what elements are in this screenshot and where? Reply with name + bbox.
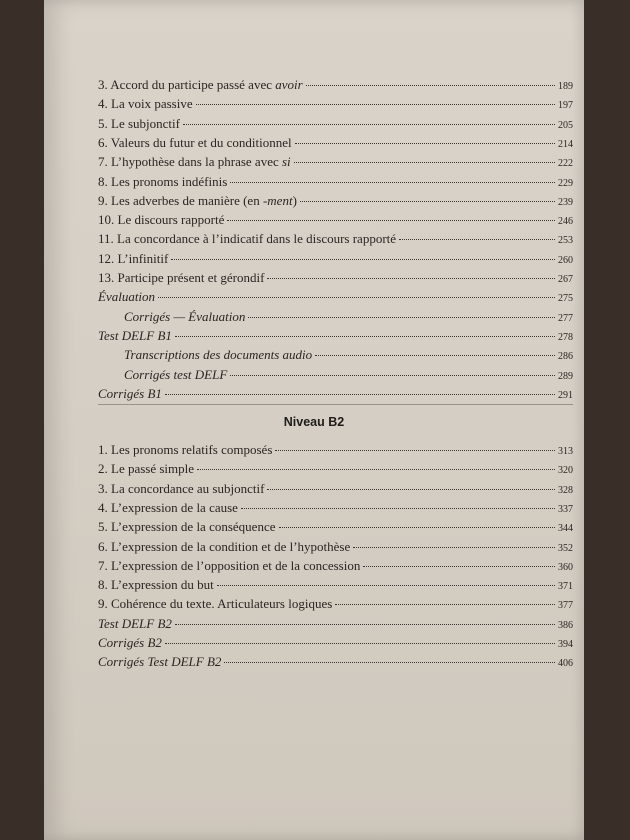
toc-page-number: 406 xyxy=(558,658,573,670)
toc-page-number: 344 xyxy=(558,523,573,535)
toc-entry-label: Test DELF B1 xyxy=(98,327,172,343)
toc-entry xyxy=(98,250,573,268)
toc-entry-label: 13. Participe présent et gérondif xyxy=(98,270,265,285)
toc-entry-label: 7. L’hypothèse dans la phrase avec si xyxy=(98,154,291,170)
toc-entry xyxy=(98,173,573,191)
dot-leader xyxy=(295,143,555,144)
dot-leader xyxy=(335,604,555,605)
toc-entry xyxy=(98,95,573,113)
toc-entry-label: 5. Le subjonctif xyxy=(98,115,180,131)
toc-entry-label: 6. Valeurs du futur et du conditionnel xyxy=(98,134,292,150)
toc-entry-label: 1. Les pronoms relatifs composés xyxy=(98,442,273,457)
toc-page-number: 277 xyxy=(558,312,573,324)
toc-entry xyxy=(98,538,573,556)
toc-page-number: 267 xyxy=(558,274,573,285)
toc-entry xyxy=(98,634,573,652)
toc-entry xyxy=(98,134,573,152)
toc-page-number: 197 xyxy=(558,100,573,112)
toc-entry-label: 9. Cohérence du texte. Articulateurs logiques xyxy=(98,596,333,612)
toc-page-number: 337 xyxy=(558,503,573,515)
dot-leader xyxy=(248,317,555,318)
dot-leader xyxy=(197,469,555,470)
dot-leader xyxy=(275,450,555,451)
toc-page-number: 360 xyxy=(558,561,573,573)
dot-leader xyxy=(175,336,555,337)
toc-entry xyxy=(98,557,573,575)
toc-entry xyxy=(98,595,573,613)
toc-page-number: 253 xyxy=(558,235,573,247)
book-page xyxy=(44,0,584,840)
toc-entry xyxy=(98,480,573,498)
toc-entry-label: 2. Le passé simple xyxy=(98,461,195,477)
toc-entry-label: 11. La concordance à l’indicatif dans le discours rapporté xyxy=(98,231,397,247)
toc-entry-label: Corrigés B2 xyxy=(98,635,162,650)
dot-leader xyxy=(227,220,555,221)
toc-entry xyxy=(98,518,573,536)
dot-leader xyxy=(175,624,555,625)
dot-leader xyxy=(267,489,555,490)
dot-leader xyxy=(241,508,555,509)
toc-entry-label: Corrigés Test DELF B2 xyxy=(98,654,222,670)
toc-entry xyxy=(98,576,573,594)
section-divider xyxy=(98,404,573,405)
toc-entry xyxy=(98,230,573,248)
dot-leader xyxy=(363,566,555,567)
toc-entry xyxy=(98,288,573,306)
toc-entry-label: 3. La concordance au subjonctif xyxy=(98,480,265,496)
toc-entry xyxy=(98,499,573,517)
toc-entry xyxy=(98,211,573,229)
toc-entry xyxy=(98,366,573,384)
toc-entry xyxy=(98,615,573,633)
toc-entry xyxy=(98,308,573,326)
toc-entry xyxy=(98,153,573,171)
toc-entry-label: 3. Accord du participe passé avec avoir xyxy=(98,77,303,92)
toc-page-number: 286 xyxy=(558,351,573,363)
toc-entry xyxy=(98,460,573,478)
dot-leader xyxy=(196,104,555,105)
toc-entry-label: 10. Le discours rapporté xyxy=(98,212,225,228)
toc-page-number: 246 xyxy=(558,216,573,228)
toc-entry-label: Transcriptions des documents audio xyxy=(124,347,313,363)
toc-entry xyxy=(98,653,573,671)
toc-page-number: 214 xyxy=(558,138,573,150)
toc-page-number: 320 xyxy=(558,465,573,477)
dot-leader xyxy=(306,85,555,86)
dot-leader xyxy=(165,394,555,395)
dot-leader xyxy=(294,162,555,163)
dot-leader xyxy=(315,355,555,356)
toc-entry xyxy=(98,192,573,210)
dot-leader xyxy=(183,124,555,125)
toc-entry-label: 12. L’infinitif xyxy=(98,250,169,266)
toc-page-number: 278 xyxy=(558,331,573,343)
dot-leader xyxy=(171,259,555,260)
toc-entry-label: Corrigés B1 xyxy=(98,385,162,401)
toc-entry-label: Évaluation xyxy=(98,289,156,305)
toc-entry xyxy=(98,76,573,94)
toc-page-number: 189 xyxy=(558,81,573,92)
dot-leader xyxy=(230,182,555,183)
toc-entry-label: 8. L’expression du but xyxy=(98,577,214,593)
toc-page-number: 205 xyxy=(558,119,573,131)
toc-entry-label: 8. Les pronoms indéfinis xyxy=(98,173,228,189)
toc-entry-label: 6. L’expression de la condition et de l’hypothèse xyxy=(98,538,351,554)
toc-entry xyxy=(98,441,573,459)
toc-entry xyxy=(98,346,573,364)
toc-page-number: 377 xyxy=(558,600,573,612)
dot-leader xyxy=(217,585,555,586)
toc-page-number: 386 xyxy=(558,619,573,631)
toc-page-number: 289 xyxy=(558,370,573,382)
dot-leader xyxy=(399,239,555,240)
toc-entry-label: 9. Les adverbes de manière (en -ment) xyxy=(98,192,297,208)
dot-leader xyxy=(158,297,555,298)
dot-leader xyxy=(165,643,555,644)
toc-page-number: 222 xyxy=(558,158,573,170)
dot-leader xyxy=(300,201,555,202)
toc-entry-label: Test DELF B2 xyxy=(98,615,172,631)
toc-page-number: 313 xyxy=(558,446,573,457)
toc-entry xyxy=(98,385,573,403)
dot-leader xyxy=(230,375,555,376)
toc-page-number: 229 xyxy=(558,177,573,189)
section-title-b2: Niveau B2 xyxy=(283,415,345,429)
toc-entry-label: 7. L’expression de l’opposition et de la concession xyxy=(98,557,361,573)
toc-entry-label: 4. L’expression de la cause xyxy=(98,499,238,515)
toc-page-number: 275 xyxy=(558,293,573,305)
toc-entry xyxy=(98,327,573,345)
dot-leader xyxy=(279,527,556,528)
dot-leader xyxy=(267,278,555,279)
toc-page-number: 328 xyxy=(558,484,573,496)
toc-entry-label: Corrigés test DELF xyxy=(124,366,228,382)
toc-page-number: 371 xyxy=(558,581,573,593)
toc-entry-label: Corrigés — Évaluation xyxy=(124,308,246,324)
dot-leader xyxy=(353,547,555,548)
toc-page-number: 352 xyxy=(558,542,573,554)
toc-page-number: 260 xyxy=(558,254,573,266)
toc-page-number: 291 xyxy=(558,389,573,401)
toc-entry-label: 4. La voix passive xyxy=(98,96,193,112)
toc-entry xyxy=(98,269,573,287)
toc-page-number: 239 xyxy=(558,196,573,208)
toc-entry-label: 5. L’expression de la conséquence xyxy=(98,519,276,535)
toc-page-number: 394 xyxy=(558,639,573,650)
toc-entry xyxy=(98,115,573,133)
dot-leader xyxy=(224,662,555,663)
